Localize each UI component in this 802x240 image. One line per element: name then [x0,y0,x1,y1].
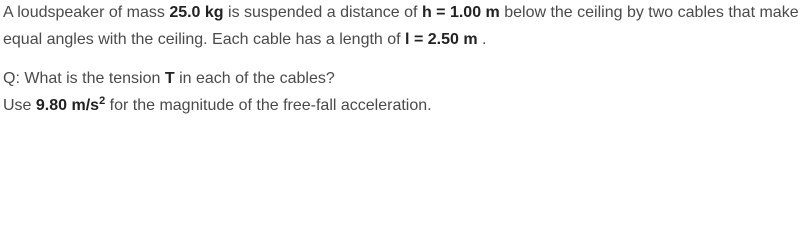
text: A loudspeaker of mass [3,4,170,21]
gravity-value [36,97,105,114]
question-line [3,70,335,88]
text: for the magnitude of the free-fall acceleration. [105,97,432,114]
problem-statement-line-2 [3,31,486,49]
text: Q: What is the tension [3,70,165,87]
tension-symbol: T [164,70,175,87]
text: is suspended a distance of [223,4,422,21]
text: . [477,31,487,48]
hint-line [3,97,432,115]
problem-statement-line-1 [3,4,799,22]
text: below the ceiling by two cables that make [499,4,799,21]
text: equal angles with the ceiling. Each cable has a length of [3,31,406,48]
cable-length-value: l = 2.50 m [405,31,478,48]
text: in each of the cables? [174,70,335,87]
text: Use [3,97,36,114]
gravity-units: 9.80 m/s [35,97,100,114]
exponent: 2 [99,95,106,107]
mass-value: 25.0 kg [169,4,224,21]
height-value: h = 1.00 m [421,4,500,21]
